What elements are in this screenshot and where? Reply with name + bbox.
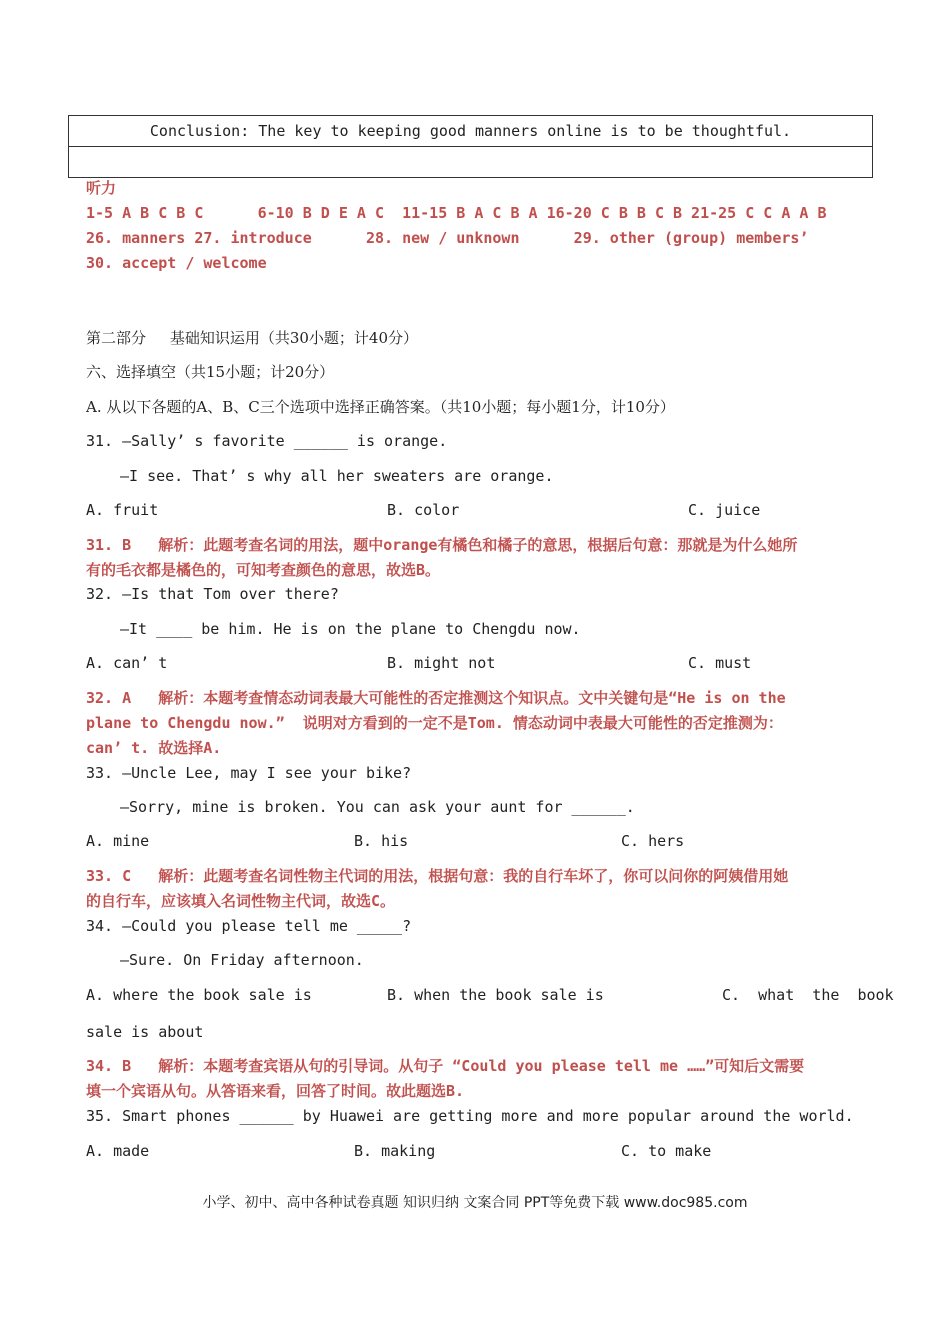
q34-answer-2: 填一个宾语从句。从答语来看，回答了时间。故此题选B. — [86, 1082, 465, 1100]
listening-answers-2: 26. manners 27. introduce 28. new / unknown 29. other (group) members’ — [86, 229, 809, 247]
conclusion-empty-row — [69, 147, 873, 178]
q35-option-b: B. making — [354, 1142, 436, 1160]
q31-reply: —I see. That’ s why all her sweaters are orange. — [120, 467, 554, 485]
section6-title: 六、选择填空（共15小题；计20分） — [86, 363, 335, 381]
q34-answer-1: 34. B 解析：本题考查宾语从句的引导词。从句子 “Could you please tell me ……”可知后文需要 — [86, 1057, 805, 1075]
q32-answer-2: plane to Chengdu now.” 说明对方看到的一定不是Tom. 情态动词中表最大可能性的否定推测为： — [86, 714, 783, 732]
q33-answer-2: 的自行车，应该填入名词性物主代词，故选C。 — [86, 892, 396, 910]
q33-question: 33. —Uncle Lee, may I see your bike? — [86, 764, 412, 782]
q35-option-c: C. to make — [621, 1142, 712, 1160]
q34-reply: —Sure. On Friday afternoon. — [120, 951, 364, 969]
q32-option-a: A. can’ t — [86, 654, 168, 672]
listening-answers-3: 30. accept / welcome — [86, 254, 267, 272]
q33-answer-1: 33. C 解析：此题考查名词性物主代词的用法，根据句意：我的自行车坏了，你可以问你的阿姨借用她 — [86, 867, 789, 885]
q31-question: 31. —Sally’ s favorite ______ is orange. — [86, 432, 448, 450]
listening-heading: 听力 — [86, 179, 117, 197]
q33-option-a: A. mine — [86, 832, 150, 850]
q32-answer-1: 32. A 解析：本题考查情态动词表最大可能性的否定推测这个知识点。文中关键句是“He is on the — [86, 689, 786, 707]
q33-option-b: B. his — [354, 832, 409, 850]
q32-reply: —It ____ be him. He is on the plane to Chengdu now. — [120, 620, 581, 638]
q33-reply: —Sorry, mine is broken. You can ask your aunt for ______. — [120, 798, 635, 816]
sectionA-instructions: A. 从以下各题的A、B、C三个选项中选择正确答案。（共10小题；每小题1分，计10分） — [86, 398, 675, 416]
q32-answer-3: can’ t. 故选择A. — [86, 739, 222, 757]
q34-question: 34. —Could you please tell me _____? — [86, 917, 412, 935]
q34-option-c-continued: sale is about — [86, 1023, 204, 1041]
listening-answers-1: 1-5 A B C B C 6-10 B D E A C 11-15 B A C B A 16-20 C B B C B 21-25 C C A A B — [86, 204, 827, 222]
q35-option-a: A. made — [86, 1142, 150, 1160]
part2-title: 第二部分 基础知识运用（共30小题；计40分） — [86, 329, 419, 347]
q32-question: 32. —Is that Tom over there? — [86, 585, 339, 603]
q31-answer-2: 有的毛衣都是橘色的，可知考查颜色的意思，故选B。 — [86, 561, 441, 579]
q32-option-b: B. might not — [387, 654, 496, 672]
q34-option-c: C. what the book — [722, 986, 894, 1004]
q35-question: 35. Smart phones ______ by Huawei are getting more and more popular around the world. — [86, 1107, 854, 1125]
conclusion-table — [68, 115, 873, 178]
q31-answer-1: 31. B 解析：此题考查名词的用法，题中orange有橘色和橘子的意思，根据后句意：那就是为什么她所 — [86, 536, 798, 554]
q31-option-a: A. fruit — [86, 501, 159, 519]
q34-option-a: A. where the book sale is — [86, 986, 312, 1004]
q33-option-c: C. hers — [621, 832, 685, 850]
q31-option-c: C. juice — [688, 501, 761, 519]
q31-option-b: B. color — [387, 501, 460, 519]
q34-option-b: B. when the book sale is — [387, 986, 604, 1004]
page-footer: 小学、初中、高中各种试卷真题 知识归纳 文案合同 PPT等免费下载 www.doc985.com — [202, 1195, 748, 1211]
q32-option-c: C. must — [688, 654, 752, 672]
conclusion-text: Conclusion: The key to keeping good manners online is to be thoughtful. — [69, 116, 873, 147]
